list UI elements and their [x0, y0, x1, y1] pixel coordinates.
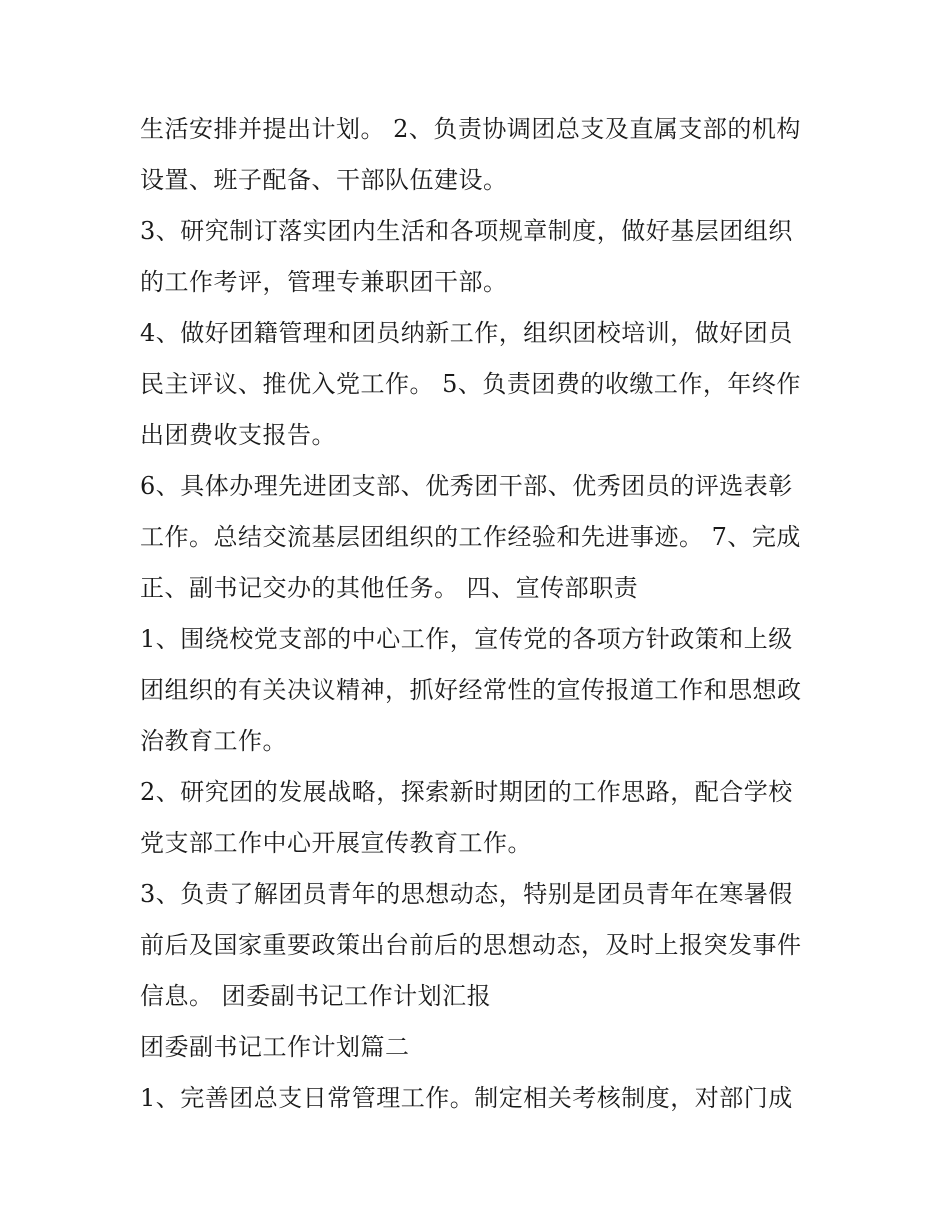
text-line: 治教育工作。	[140, 727, 287, 755]
text-line: 生活安排并提出计划。 2、负责协调团总支及直属支部的机构	[140, 115, 801, 143]
text-line: 团组织的有关决议精神，抓好经常性的宣传报道工作和思想政	[140, 676, 802, 704]
text-line: 出团费收支报告。	[140, 421, 336, 449]
text-line: 4、做好团籍管理和团员纳新工作，组织团校培训，做好团员	[140, 319, 793, 347]
text-line: 党支部工作中心开展宣传教育工作。	[140, 829, 532, 857]
text-line: 的工作考评，管理专兼职团干部。	[140, 268, 508, 296]
text-line: 3、负责了解团员青年的思想动态，特别是团员青年在寒暑假	[140, 880, 793, 908]
text-line: 正、副书记交办的其他任务。 四、宣传部职责	[140, 574, 639, 602]
text-line: 信息。 团委副书记工作计划汇报	[140, 982, 492, 1010]
text-line: 民主评议、推优入党工作。 5、负责团费的收缴工作，年终作	[140, 370, 801, 398]
text-line: 1、完善团总支日常管理工作。制定相关考核制度，对部门成	[140, 1084, 793, 1112]
text-line: 6、具体办理先进团支部、优秀团干部、优秀团员的评选表彰	[140, 472, 793, 500]
text-line: 1、围绕校党支部的中心工作，宣传党的各项方针政策和上级	[140, 625, 793, 653]
section-heading: 团委副书记工作计划篇二	[140, 1033, 410, 1061]
text-line: 前后及国家重要政策出台前后的思想动态，及时上报突发事件	[140, 931, 802, 959]
text-line: 设置、班子配备、干部队伍建设。	[140, 166, 508, 194]
document-body	[140, 104, 820, 1124]
text-line: 2、研究团的发展战略，探索新时期团的工作思路，配合学校	[140, 778, 793, 806]
text-line: 工作。总结交流基层团组织的工作经验和先进事迹。 7、完成	[140, 523, 801, 551]
text-line: 3、研究制订落实团内生活和各项规章制度，做好基层团组织	[140, 217, 793, 245]
